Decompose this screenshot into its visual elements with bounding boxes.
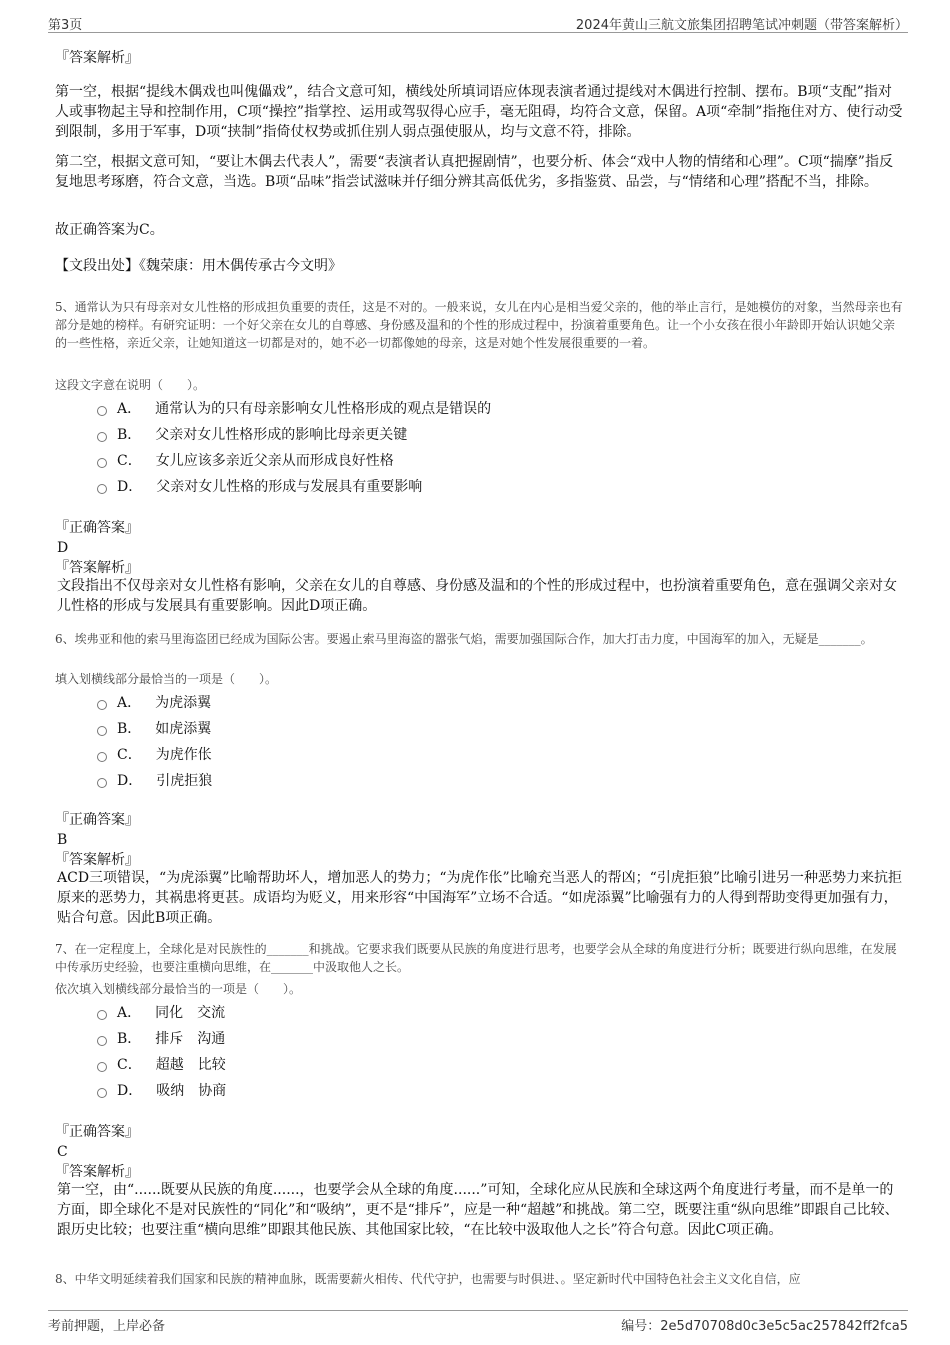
radio-button[interactable] [97, 1062, 107, 1072]
radio-button[interactable] [97, 484, 107, 494]
question-prompt: 填入划横线部分最恰当的一项是（ ）。 [55, 672, 278, 686]
radio-button[interactable] [97, 432, 107, 442]
radio-button[interactable] [97, 700, 107, 710]
correct-answer: C [57, 1144, 68, 1160]
radio-button[interactable] [97, 458, 107, 468]
option-list [55, 690, 903, 794]
radio-button[interactable] [97, 726, 107, 736]
radio-button[interactable] [97, 406, 107, 416]
answer-analysis: 文段指出不仅母亲对女儿性格有影响，父亲在女儿的自尊感、身份感及温和的个性的形成过程中，也扮演着重要角色，意在强调父亲对女儿性格的形成与发展具有重要影响。因此D项正确。 [57, 578, 897, 614]
option-list [55, 1000, 903, 1104]
option-d[interactable]: D． 吸纳 协商 [55, 1078, 903, 1104]
analysis-paragraph: 第二空，根据文意可知，“要让木偶去代表人”，需要“表演者认真把握剧情”，也要分析、体会“戏中人物的情绪和心理”。C项“揣摩”指反复地思考琢磨，符合文意，当选。B项“品味”指尝试滋味并仔细分辨其高低优劣，多指鉴赏、品尝，与“情绪和心理”搭配不当，排除。 [55, 154, 893, 190]
correct-answer: D [57, 540, 69, 556]
footer-slogan: 考前押题，上岸必备 [48, 1319, 166, 1334]
answer-analysis-heading: 『答案解析』 [55, 852, 139, 868]
analysis-paragraph: 第一空，根据“提线木偶戏也叫傀儡戏”，结合文意可知，横线处所填词语应体现表演者通过提线对木偶进行控制、摆布。B项“支配”指对人或事物起主导和控制作用，C项“操控”指掌控、运用或驾驭得心应手，毫无阻碍，均符合文意，保留。A项“牵制”指拖住对方、使行动受到限制，多用于军事，D项“挟制”指倚仗权势或抓住别人弱点强使服从，均与文意不符，排除。 [55, 84, 903, 140]
correct-answer-heading: 『正确答案』 [55, 520, 139, 536]
question-prompt: 依次填入划横线部分最恰当的一项是（ ）。 [55, 982, 302, 996]
option-c[interactable]: C． 超越 比较 [55, 1052, 903, 1078]
option-a[interactable]: A． 为虎添翼 [55, 690, 903, 716]
question-stem: 6、埃弗亚和他的索马里海盗团已经成为国际公害。要遏止索马里海盗的嚣张气焰，需要加强国际合作，加大打击力度，中国海军的加入，无疑是_______。 [55, 632, 873, 646]
correct-answer-heading: 『正确答案』 [55, 812, 139, 828]
answer-analysis-heading: 『答案解析』 [55, 50, 139, 66]
radio-button[interactable] [97, 778, 107, 788]
radio-button[interactable] [97, 1088, 107, 1098]
question-stem: 5、通常认为只有母亲对女儿性格的形成担负重要的责任，这是不对的。一般来说，女儿在内心是相当爱父亲的，他的举止言行，是她模仿的对象，当然母亲也有部分是她的榜样。有研究证明：一个好父亲在女儿的自尊感、身份感及温和的个性的形成过程中，扮演着重要角色。让一个小女孩在很小年龄即开始认识她父亲的一些性格，亲近父亲，让她知道这一切都是对的，她不必一切都像她的母亲，这是对她个性发展很重要的一着。 [55, 300, 903, 350]
answer-analysis: 第一空，由“......既要从民族的角度......，也要学会从全球的角度......”可知，全球化应从民族和全球这两个角度进行考量，而不是单一的方面，即全球化不是对民族性的“同化”和“吸纳”，更不是“排斥”，应是一种“超越”和挑战。第二空，既要注重“纵向思维”即跟自己比较、跟历史比较；也要注重“横向思维”即跟其他民族、其他国家比较，“在比较中汲取他人之长”符合句意。因此C项正确。 [57, 1182, 899, 1238]
answer-analysis: ACD三项错误，“为虎添翼”比喻帮助坏人，增加恶人的势力；“为虎作伥”比喻充当恶人的帮凶；“引虎拒狼”比喻引进另一种恶势力来抗拒原来的恶势力，其祸患将更甚。成语均为贬义，用来形容“中国海军”立场不合适。“如虎添翼”比喻强有力的人得到帮助变得更加强有力，贴合句意。因此B项正确。 [57, 870, 902, 926]
page-number: 第3页 [48, 18, 83, 33]
option-c[interactable]: C． 为虎作伥 [55, 742, 903, 768]
option-a[interactable]: A． 同化 交流 [55, 1000, 903, 1026]
radio-button[interactable] [97, 1010, 107, 1020]
option-b[interactable]: B． 父亲对女儿性格形成的影响比母亲更关键 [55, 422, 903, 448]
radio-button[interactable] [97, 752, 107, 762]
answer-analysis-heading: 『答案解析』 [55, 560, 139, 576]
option-b[interactable]: B． 排斥 沟通 [55, 1026, 903, 1052]
document-title: 2024年黄山三航文旅集团招聘笔试冲刺题（带答案解析） [575, 18, 908, 33]
option-d[interactable]: D． 引虎拒狼 [55, 768, 903, 794]
question-prompt: 这段文字意在说明（ ）。 [55, 378, 206, 392]
page-footer [48, 1310, 908, 1333]
analysis-conclusion: 故正确答案为C。 [55, 222, 164, 238]
passage-source: 【文段出处】《魏荣康：用木偶传承古今文明》 [55, 258, 342, 274]
option-a[interactable]: A． 通常认为的只有母亲影响女儿性格形成的观点是错误的 [55, 396, 903, 422]
question-stem: 8、中华文明延续着我们国家和民族的精神血脉，既需要薪火相传、代代守护，也需要与时俱进、。坚定新时代中国特色社会主义文化自信，应 [55, 1272, 801, 1286]
option-c[interactable]: C． 女儿应该多亲近父亲从而形成良好性格 [55, 448, 903, 474]
option-d[interactable]: D． 父亲对女儿性格的形成与发展具有重要影响 [55, 474, 903, 500]
page-header [48, 12, 908, 33]
document-id: 编号：2e5d70708d0c3e5c5ac257842ff2fca5 [621, 1319, 908, 1334]
option-list [55, 396, 903, 500]
correct-answer-heading: 『正确答案』 [55, 1124, 139, 1140]
answer-analysis-heading: 『答案解析』 [55, 1164, 139, 1180]
radio-button[interactable] [97, 1036, 107, 1046]
question-stem: 7、在一定程度上，全球化是对民族性的_______和挑战。它要求我们既要从民族的角度进行思考，也要学会从全球的角度进行分析；既要进行纵向思维，在发展中传承历史经验，也要注重横向思维，在_______中汲取他人之长。 [55, 942, 897, 974]
option-b[interactable]: B． 如虎添翼 [55, 716, 903, 742]
correct-answer: B [57, 832, 68, 848]
